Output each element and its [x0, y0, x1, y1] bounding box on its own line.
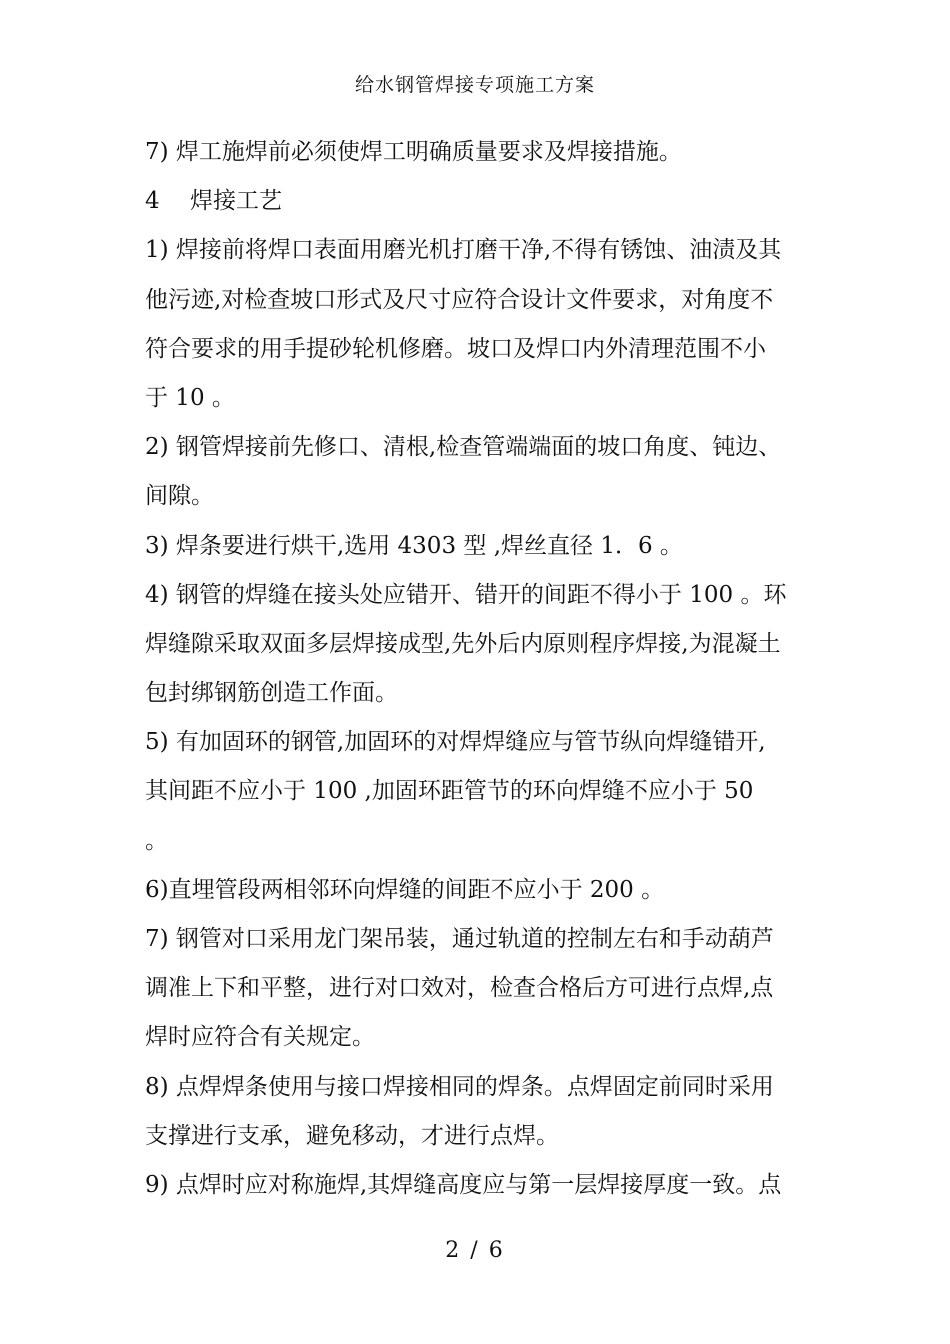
page-number: 2 / 6 — [445, 1238, 505, 1263]
text-line: 符合要求的用手提砂轮机修磨。坡口及焊口内外清理范围不小 — [145, 335, 766, 362]
text-line: 焊缝隙采取双面多层焊接成型,先外后内原则程序焊接,为混凝土 — [145, 630, 781, 657]
text-line: 支撑进行支承，避免移动，才进行点焊。 — [145, 1122, 559, 1149]
text-line: 7) 钢管对口采用龙门架吊装，通过轨道的控制左右和手动葫芦 — [145, 926, 774, 952]
text-line: 3) 焊条要进行烘干,选用 4303 型 ,焊丝直径 1．6 。 — [145, 532, 683, 559]
text-line: 其间距不应小于 100 ,加固环距管节的环向焊缝不应小于 50 — [145, 778, 754, 805]
text-line: 2) 钢管焊接前先修口、清根,检查管端端面的坡口角度、钝边、 — [145, 434, 782, 461]
text-line: 1) 焊接前将焊口表面用磨光机打磨干净,不得有锈蚀、油渍及其 — [145, 237, 782, 264]
text-line: 调准上下和平整，进行对口效对，检查合格后方可进行点焊,点 — [145, 975, 774, 1002]
document-body — [145, 128, 810, 1210]
text-line: 6)直埋管段两相邻环向焊缝的间距不应小于 200 。 — [145, 876, 665, 903]
text-line: 8) 点焊焊条使用与接口焊接相同的焊条。点焊固定前同时采用 — [145, 1073, 774, 1100]
page-header: 给水钢管焊接专项施工方案 — [354, 74, 595, 96]
text-line: 4) 钢管的焊缝在接头处应错开、错开的间距不得小于 100 。环 — [145, 581, 787, 608]
text-line: 。 — [145, 827, 168, 854]
text-line: 焊时应符合有关规定。 — [145, 1024, 375, 1051]
text-line: 9) 点焊时应对称施焊,其焊缝高度应与第一层焊接厚度一致。点 — [145, 1171, 782, 1198]
text-line: 5) 有加固环的钢管,加固环的对焊焊缝应与管节纵向焊缝错开, — [145, 729, 766, 756]
text-line: 于 10 。 — [145, 384, 235, 411]
text-line: 7) 焊工施焊前必须使焊工明确质量要求及焊接措施。 — [145, 139, 682, 165]
section-heading: 4 焊接工艺 — [145, 188, 282, 215]
text-line: 间隙。 — [145, 483, 214, 510]
text-line: 包封绑钢筋创造工作面。 — [145, 680, 398, 707]
text-line: 他污迹,对检查坡口形式及尺寸应符合设计文件要求，对角度不 — [145, 286, 774, 313]
